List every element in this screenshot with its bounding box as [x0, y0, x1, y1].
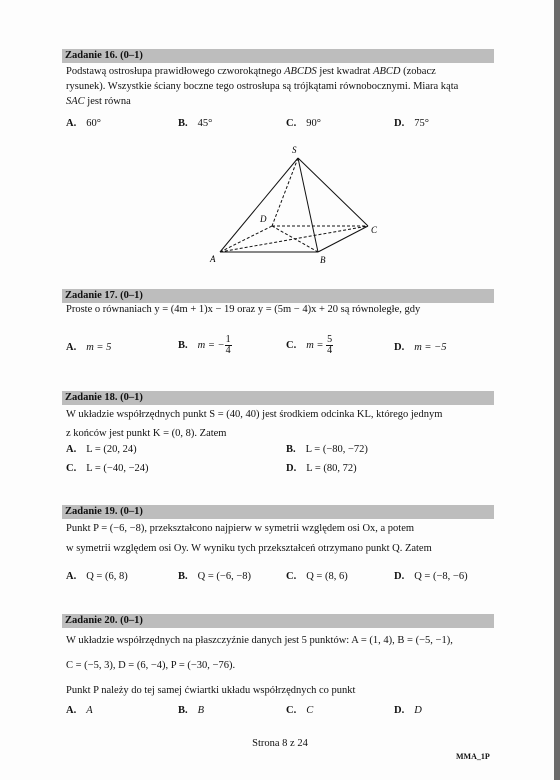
task-18-option-b[interactable]: B. L = (−80, −72): [286, 444, 368, 455]
task-17-option-b[interactable]: B. m = − $\frac{1}{4}$: [178, 334, 231, 356]
vertex-d-label: D: [260, 214, 267, 224]
task-19-text: Punkt P = (−6, −8), przekształcono najpierw w symetrii względem osi Ox, a potem w symetrii względem osi Oy. W wyniku tych przekształceń otrzymano punkt Q. Zatem: [66, 523, 432, 554]
page-edge-shadow: [554, 0, 560, 780]
task-19-option-b[interactable]: B. Q = (−6, −8): [178, 571, 251, 582]
task-16-text: Podstawą ostrosłupa prawidłowego czworokątnego ABCDS jest kwadrat ABCD (zobacz rysunek). Wszystkie ściany boczne tego ostrosłupa są trójkątami równobocznymi. Miara kąta SAC jest równa: [66, 66, 459, 107]
task-20-text: W układzie współrzędnych na płaszczyźnie danych jest 5 punktów: A = (1, 4), B = (−5, −1), C = (−5, 3), D = (6, −4), P = (−30, −76). Punkt P należy do tej samej ćwiartki układu współrzędnych co punkt: [66, 635, 453, 696]
task-18-option-a[interactable]: A. L = (20, 24): [66, 444, 137, 455]
task-16-option-d[interactable]: D. 75°: [394, 118, 429, 129]
task-17-option-c[interactable]: C. m = $\frac{5}{4}$: [286, 334, 333, 356]
task-18-text: W układzie współrzędnych punkt S = (40, 40) jest środkiem odcinka KL, którego jednym z końców jest punkt K = (0, 8). Zatem: [66, 409, 443, 439]
task-20-option-c[interactable]: C. C: [286, 705, 314, 716]
task-16-header: Zadanie 16. (0–1): [62, 49, 494, 63]
fraction: $\frac{1}{4}$: [225, 334, 231, 356]
task-17-header: Zadanie 17. (0–1): [62, 289, 494, 303]
task-19-option-d[interactable]: D. Q = (−8, −6): [394, 571, 468, 582]
vertex-c-label: C: [371, 225, 378, 235]
task-19-header: Zadanie 19. (0–1): [62, 505, 494, 519]
pyramid-figure: [200, 142, 390, 268]
task-19-option-a[interactable]: A. Q = (6, 8): [66, 571, 128, 582]
fraction: $\frac{5}{4}$: [327, 334, 333, 356]
vertex-s-label: S: [292, 145, 297, 155]
task-17-text: Proste o równaniach y = (4m + 1)x − 19 oraz y = (5m − 4)x + 20 są równoległe, gdy: [66, 304, 421, 315]
task-16-option-a[interactable]: A. 60°: [66, 118, 101, 129]
task-16-option-c[interactable]: C. 90°: [286, 118, 321, 129]
vertex-a-label: A: [210, 254, 216, 264]
vertex-b-label: B: [320, 255, 326, 265]
page-number: Strona 8 z 24: [252, 738, 308, 749]
task-17-option-a[interactable]: A. m = 5: [66, 342, 112, 353]
exam-code: MMA_1P: [456, 752, 490, 761]
task-20-option-a[interactable]: A. A: [66, 705, 93, 716]
task-20-option-d[interactable]: D. D: [394, 705, 422, 716]
task-20-header: Zadanie 20. (0–1): [62, 614, 494, 628]
task-18-option-c[interactable]: C. L = (−40, −24): [66, 463, 149, 474]
task-19-option-c[interactable]: C. Q = (8, 6): [286, 571, 348, 582]
task-17-option-d[interactable]: D. m = −5: [394, 342, 447, 353]
task-16-option-b[interactable]: B. 45°: [178, 118, 213, 129]
task-18-header: Zadanie 18. (0–1): [62, 391, 494, 405]
task-20-option-b[interactable]: B. B: [178, 705, 205, 716]
task-18-option-d[interactable]: D. L = (80, 72): [286, 463, 357, 474]
